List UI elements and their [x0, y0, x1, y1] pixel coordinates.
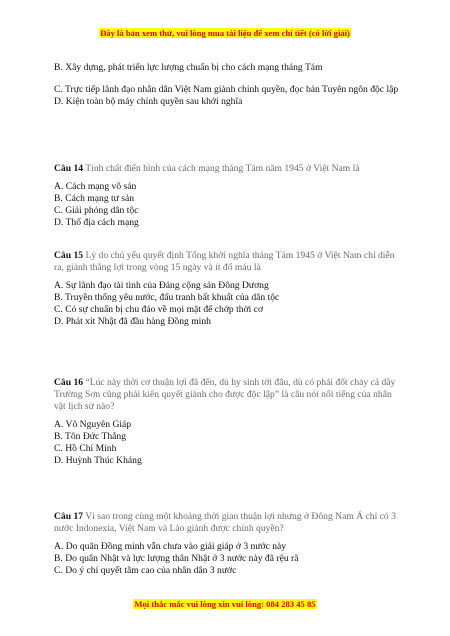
option-c: C. Có sự chuẩn bị chu đáo về mọi mặt để chớp thời cơ: [54, 304, 264, 315]
contact-notice-text: Mọi thắc mắc vui lòng xin vui lòng: 084 283 45 85: [134, 599, 316, 609]
option-a: A. Do quân Đồng minh vẫn chưa vào giải giáp ở 3 nước này: [54, 541, 287, 552]
question-text: Vì sao trong cùng một khoảng thời gian thuận lợi nhưng ở Đông Nam Á chỉ có 3 nước Indonexia, Việt Nam và Lào giành được chính quyền?: [54, 511, 396, 534]
question-stem: [54, 511, 399, 535]
question-text: Tính chất điển hình của cách mạng tháng Tám năm 1945 ở Việt Nam là: [85, 163, 360, 174]
question-16: [54, 377, 399, 467]
option-c: C. Hồ Chí Minh: [54, 443, 117, 454]
option-a: A. Sự lãnh đạo tài tình của Đảng cộng sản Đông Dương: [54, 280, 269, 291]
question-stem: [54, 250, 399, 274]
option-c: C. Trực tiếp lãnh đạo nhân dân Việt Nam giành chính quyền, đọc bản Tuyên ngôn độc lập: [54, 84, 399, 95]
option-c: C. Do ý chí quyết tâm cao của nhân dân 3 nước: [54, 565, 237, 576]
question-number: Câu 14: [54, 163, 84, 174]
question-15: [54, 250, 399, 328]
option-b: B. Cách mạng tư sản: [54, 193, 135, 204]
option-a: A. Cách mạng vô sản: [54, 181, 137, 192]
option-b: B. Truyền thống yêu nước, đấu tranh bất khuất của dân tộc: [54, 292, 280, 303]
option-c: C. Giải phóng dân tộc: [54, 205, 139, 216]
question-14: [54, 163, 399, 229]
question-stem: [54, 163, 399, 175]
question-17: [54, 511, 399, 577]
question-number: Câu 16: [54, 377, 84, 388]
question-text: Lý do chủ yếu quyết định Tổng khởi nghĩa tháng Tám 1945 ở Việt Nam chỉ diễn ra, giành thắng lợi trong vòng 15 ngày và ít đổ máu là: [54, 250, 395, 273]
question-text: “Lúc này thời cơ thuận lợi đã đến, dù hy sinh tới đâu, dù có phải đốt cháy cả dãy Trường Sơn cũng phải kiên quyết giành cho được độc lập” là câu nói nổi tiếng của nhân vật lịch sử nào?: [54, 377, 396, 412]
contact-notice-banner: [0, 599, 450, 610]
option-d: D. Kiện toàn bộ máy chính quyền sau khởi nghĩa: [54, 96, 243, 107]
question-number: Câu 15: [54, 250, 84, 261]
option-d: D. Phát xít Nhật đã đầu hàng Đồng minh: [54, 316, 211, 327]
question-stem: [54, 377, 399, 413]
preview-notice-text: Đây là bản xem thử, vui lòng mua tài liệu để xem chi tiết (có lời giải): [100, 28, 350, 38]
option-d: D. Thổ địa cách mạng: [54, 217, 139, 228]
option-b: B. Do quân Nhật và lực lượng thân Nhật ở 3 nước này đã rệu rã: [54, 553, 299, 564]
preview-notice-banner: [0, 28, 450, 39]
option-b: B. Xây dựng, phát triển lực lượng chuẩn bị cho cách mạng tháng Tám: [54, 62, 323, 73]
question-number: Câu 17: [54, 511, 84, 522]
option-d: D. Huỳnh Thúc Kháng: [54, 455, 142, 466]
option-a: A. Võ Nguyên Giáp: [54, 419, 132, 430]
prev-question-options: [54, 62, 399, 108]
option-b: B. Tôn Đức Thắng: [54, 431, 126, 442]
